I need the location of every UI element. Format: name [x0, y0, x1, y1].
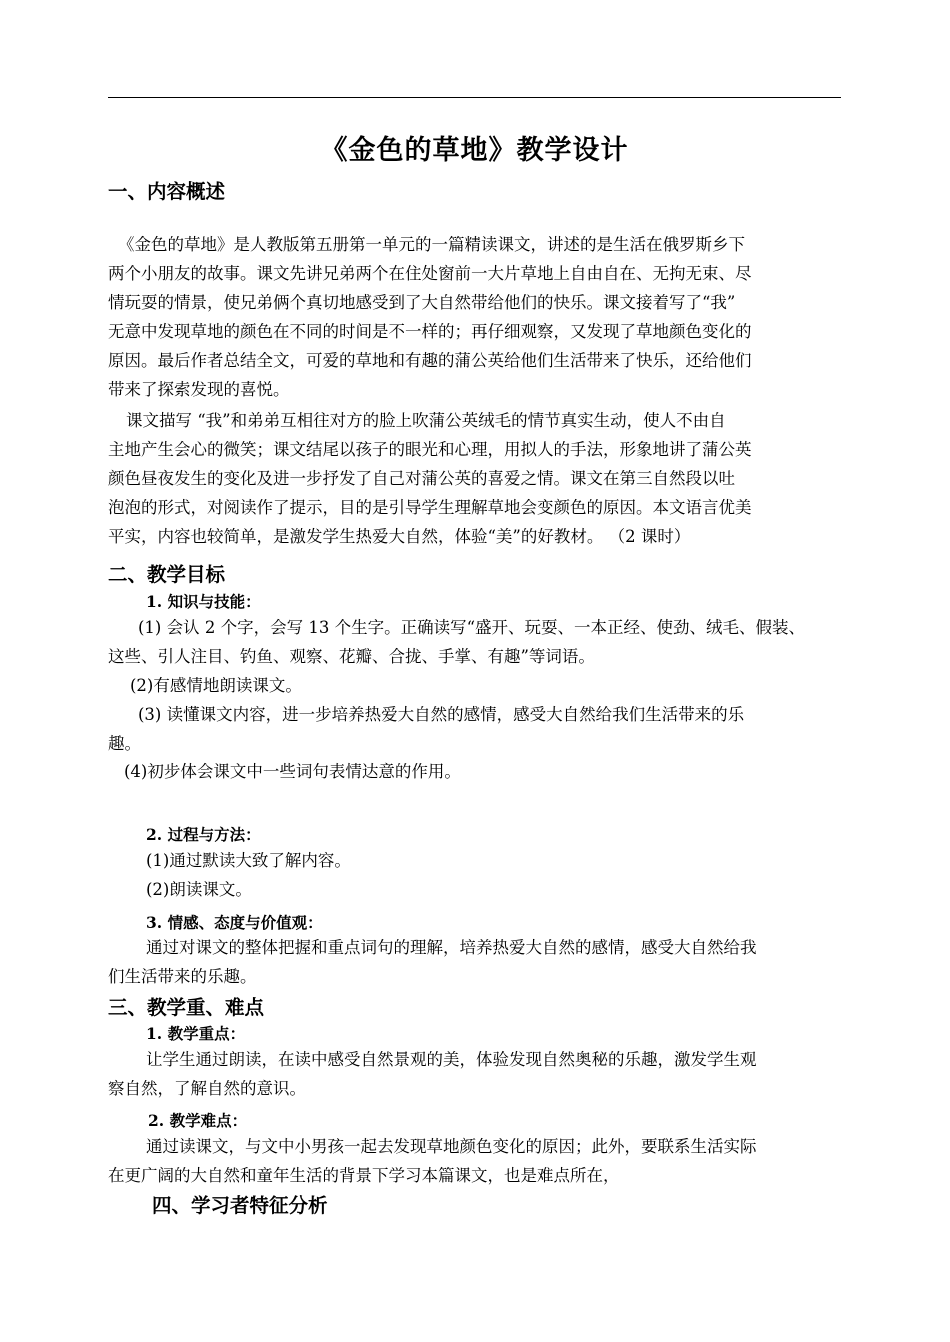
- text-line: 通过对课文的整体把握和重点词句的理解，培养热爱大自然的感情，感受大自然给我: [146, 938, 757, 957]
- section-heading-overview: 一、内容概述: [108, 180, 226, 203]
- document-title: 《金色的草地》教学设计: [320, 135, 629, 166]
- text-line: 《金色的草地》是人教版第五册第一单元的一篇精读课文，讲述的是生活在俄罗斯乡下: [118, 235, 745, 254]
- subheading-emotion-values: 3. 情感、态度与价值观：: [146, 913, 323, 932]
- subheading-teaching-focus: 1. 教学重点：: [146, 1024, 246, 1043]
- section-heading-objectives: 二、教学目标: [108, 563, 226, 586]
- objective-item-5: (1)通过默读大致了解内容。: [146, 851, 351, 870]
- text-line: 在更广阔的大自然和童年生活的背景下学习本篇课文，也是难点所在，: [108, 1166, 620, 1185]
- text-line: 颜色昼夜发生的变化及进一步抒发了自己对蒲公英的喜爱之情。课文在第三自然段以吐: [108, 469, 735, 488]
- section-heading-learner-analysis: 四、学习者特征分析: [152, 1194, 328, 1217]
- text-line: 两个小朋友的故事。课文先讲兄弟两个在住处窗前一大片草地上自由自在、无拘无束、尽: [108, 264, 752, 283]
- text-line: 趣。: [108, 734, 141, 753]
- text-line: (3) 读懂课文内容，进一步培养热爱大自然的感情，感受大自然给我们生活带来的乐: [138, 705, 745, 724]
- text-line: 泡泡的形式，对阅读作了提示，目的是引导学生理解草地会变颜色的原因。本文语言优美: [108, 498, 752, 517]
- difficulty-paragraph: [108, 1132, 757, 1190]
- text-line: 们生活带来的乐趣。: [108, 967, 257, 986]
- objective-item-4: (4)初步体会课文中一些词句表情达意的作用。: [124, 762, 461, 781]
- subheading-process-method: 2. 过程与方法：: [146, 825, 261, 844]
- section-heading-key-points: 三、教学重、难点: [108, 996, 265, 1019]
- objective-item-2: (2)有感情地朗读课文。: [130, 676, 302, 695]
- text-line: 原因。最后作者总结全文，可爱的草地和有趣的蒲公英给他们生活带来了快乐，还给他们: [108, 351, 752, 370]
- objective-item-3: [108, 700, 744, 758]
- text-line: 这些、引人注目、钓鱼、观察、花瓣、合拢、手掌、有趣”等词语。: [108, 647, 595, 666]
- text-line: 通过读课文，与文中小男孩一起去发现草地颜色变化的原因；此外，要联系生活实际: [146, 1137, 757, 1156]
- text-line: 带来了探索发现的喜悦。: [108, 380, 290, 399]
- text-line: 主地产生会心的微笑；课文结尾以孩子的眼光和心理，用拟人的手法，形象地讲了蒲公英: [108, 440, 752, 459]
- subheading-teaching-difficulty: 2. 教学难点：: [148, 1111, 248, 1130]
- focus-paragraph: [108, 1045, 757, 1103]
- text-line: 课文描写 “我”和弟弟互相往对方的脸上吹蒲公英绒毛的情节真实生动，使人不由自: [126, 411, 726, 430]
- text-line: 让学生通过朗读，在读中感受自然景观的美，体验发现自然奥秘的乐趣，激发学生观: [146, 1050, 757, 1069]
- text-line: 平实，内容也较简单，是激发学生热爱大自然，体验“美”的好教材。 （2 课时）: [108, 527, 691, 546]
- text-line: 无意中发现草地的颜色在不同的时间是不一样的；再仔细观察，又发现了草地颜色变化的: [108, 322, 752, 341]
- text-line: 情玩耍的情景，使兄弟俩个真切地感受到了大自然带给他们的快乐。课文接着写了“我”: [108, 293, 736, 312]
- values-paragraph: [108, 933, 757, 991]
- header-rule: [108, 97, 841, 98]
- text-line: 察自然，了解自然的意识。: [108, 1079, 306, 1098]
- objective-item-1: [108, 613, 805, 671]
- text-line: (1) 会认 2 个字，会写 13 个生字。正确读写“盛开、玩耍、一本正经、使劲、绒毛、假装、: [138, 618, 806, 637]
- objective-item-6: (2)朗读课文。: [146, 880, 252, 899]
- overview-paragraph-2: [108, 406, 752, 551]
- subheading-knowledge-skills: 1. 知识与技能：: [146, 592, 261, 611]
- overview-paragraph-1: [108, 230, 752, 404]
